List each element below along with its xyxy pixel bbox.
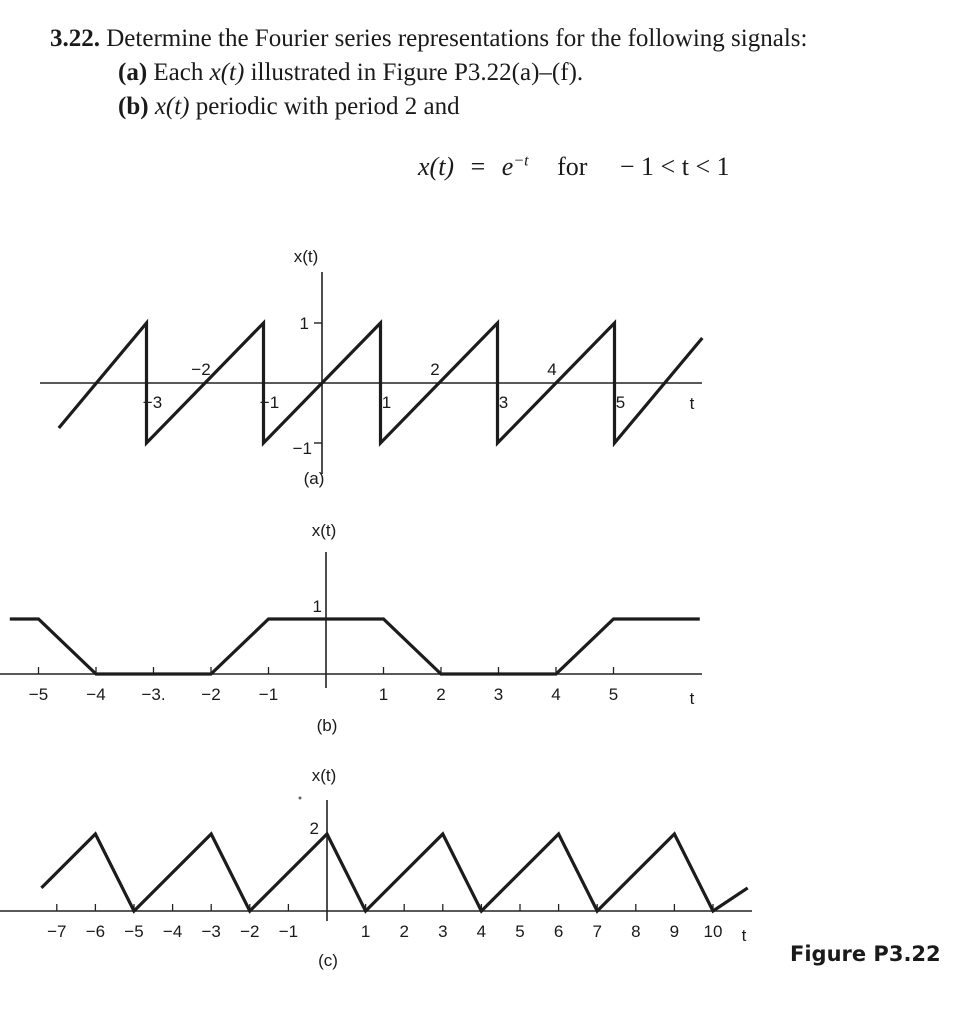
plot-a-xtick-label: −1 [259, 393, 280, 412]
plot-c-xtick-label: −6 [85, 922, 106, 941]
plot-b-xtick-label: −3. [141, 685, 166, 704]
plot-a-xtick-label: 3 [498, 393, 509, 412]
plot-b-xtick-label: 5 [608, 685, 619, 704]
plot-c-xtick-label: −5 [124, 922, 144, 941]
plot-c-xtick-label: 5 [515, 922, 525, 941]
plot-c-xtick-label: 6 [553, 922, 564, 941]
plot-c-xtick-label: 3 [438, 922, 448, 941]
plot-a-ytick-label-1: 1 [299, 314, 309, 333]
plot-c-ytick-label-2: 2 [309, 819, 319, 838]
plot-b-xtick-label: −5 [28, 685, 49, 704]
plot-b-xlabel: t [689, 689, 695, 708]
plot-a-xtick-label: −3 [142, 393, 163, 412]
plot-c-speck [299, 797, 302, 800]
equation-range: − 1 < t < 1 [619, 152, 730, 181]
plot-c-xtick-label: −3 [201, 922, 221, 941]
plot-b-xtick-label: −1 [258, 685, 279, 704]
plot-c-xtick-label: −1 [278, 922, 299, 941]
plot-b-xtick-label: 3 [493, 685, 504, 704]
plot-a-ylabel: x(t) [293, 247, 319, 266]
plot-c-xtick-label: −2 [240, 922, 260, 941]
plot-b [0, 521, 702, 735]
plot-a-xtick-label: 2 [430, 360, 440, 379]
plot-b-caption: (b) [316, 716, 338, 735]
plot-b-xtick-label: −2 [201, 685, 221, 704]
part-b-var: x(t) [154, 93, 190, 120]
equation-lhs: x(t) [418, 152, 455, 181]
plot-a-xtick-label: 1 [381, 393, 392, 412]
plot-a-xtick-label: −2 [191, 360, 211, 379]
plot-c-ticks [47, 904, 722, 941]
plot-c-xtick-label: 2 [399, 922, 409, 941]
plot-c-xtick-label: 9 [669, 922, 680, 941]
part-a-text-post: illustrated in Figure P3.22(a)–(f). [244, 59, 584, 86]
part-a-label: (a) [118, 59, 148, 86]
plot-a-caption: (a) [303, 469, 325, 488]
equation-exponent: −t [513, 152, 529, 170]
part-b-text-post: periodic with period 2 and [189, 93, 460, 120]
equation-equals: = [470, 152, 486, 181]
plot-c-signal-line [41, 834, 747, 911]
plot-c-xtick-label: −7 [47, 922, 67, 941]
plot-b-ticks [29, 619, 618, 704]
part-a-text-pre: Each [153, 59, 210, 86]
plot-a-xtick-label: 5 [615, 393, 626, 412]
plot-a-ytick-label-neg1: −1 [292, 439, 312, 458]
part-b-label: (b) [118, 93, 149, 120]
plot-b-signal-line [10, 619, 700, 674]
plot-c-xtick-label: −4 [162, 922, 183, 941]
plot-a-xlabel: t [689, 394, 695, 413]
plot-b-ylabel: x(t) [311, 521, 337, 540]
plot-b-xtick-label: 1 [378, 685, 389, 704]
plot-a-xtick-label: 4 [547, 360, 557, 379]
plot-b-xtick-label: 2 [436, 685, 446, 704]
equation-base: e [501, 152, 514, 181]
problem-statement: Determine the Fourier series representations for the following signals: [106, 25, 808, 52]
plot-c-xtick-label: 4 [476, 922, 487, 941]
plot-c-xtick-label: 10 [703, 922, 723, 941]
plot-b-xtick-label: 4 [551, 685, 561, 704]
plot-c-xtick-label: 8 [631, 922, 641, 941]
plot-c-caption: (c) [318, 951, 338, 970]
plot-c-xlabel: t [741, 926, 747, 945]
plot-c-xtick-label: 7 [592, 922, 602, 941]
equation-for: for [557, 152, 588, 181]
plot-c-ylabel: x(t) [311, 766, 337, 785]
part-a-var: x(t) [209, 59, 245, 86]
plot-c [0, 766, 752, 970]
plot-a [40, 247, 702, 488]
plot-c-xtick-label: 1 [360, 922, 371, 941]
problem-number: 3.22. [50, 25, 100, 52]
plot-b-xtick-label: −4 [86, 685, 106, 704]
figure-caption: Figure P3.22 [790, 942, 941, 966]
plot-b-ytick-label-1: 1 [312, 597, 322, 616]
